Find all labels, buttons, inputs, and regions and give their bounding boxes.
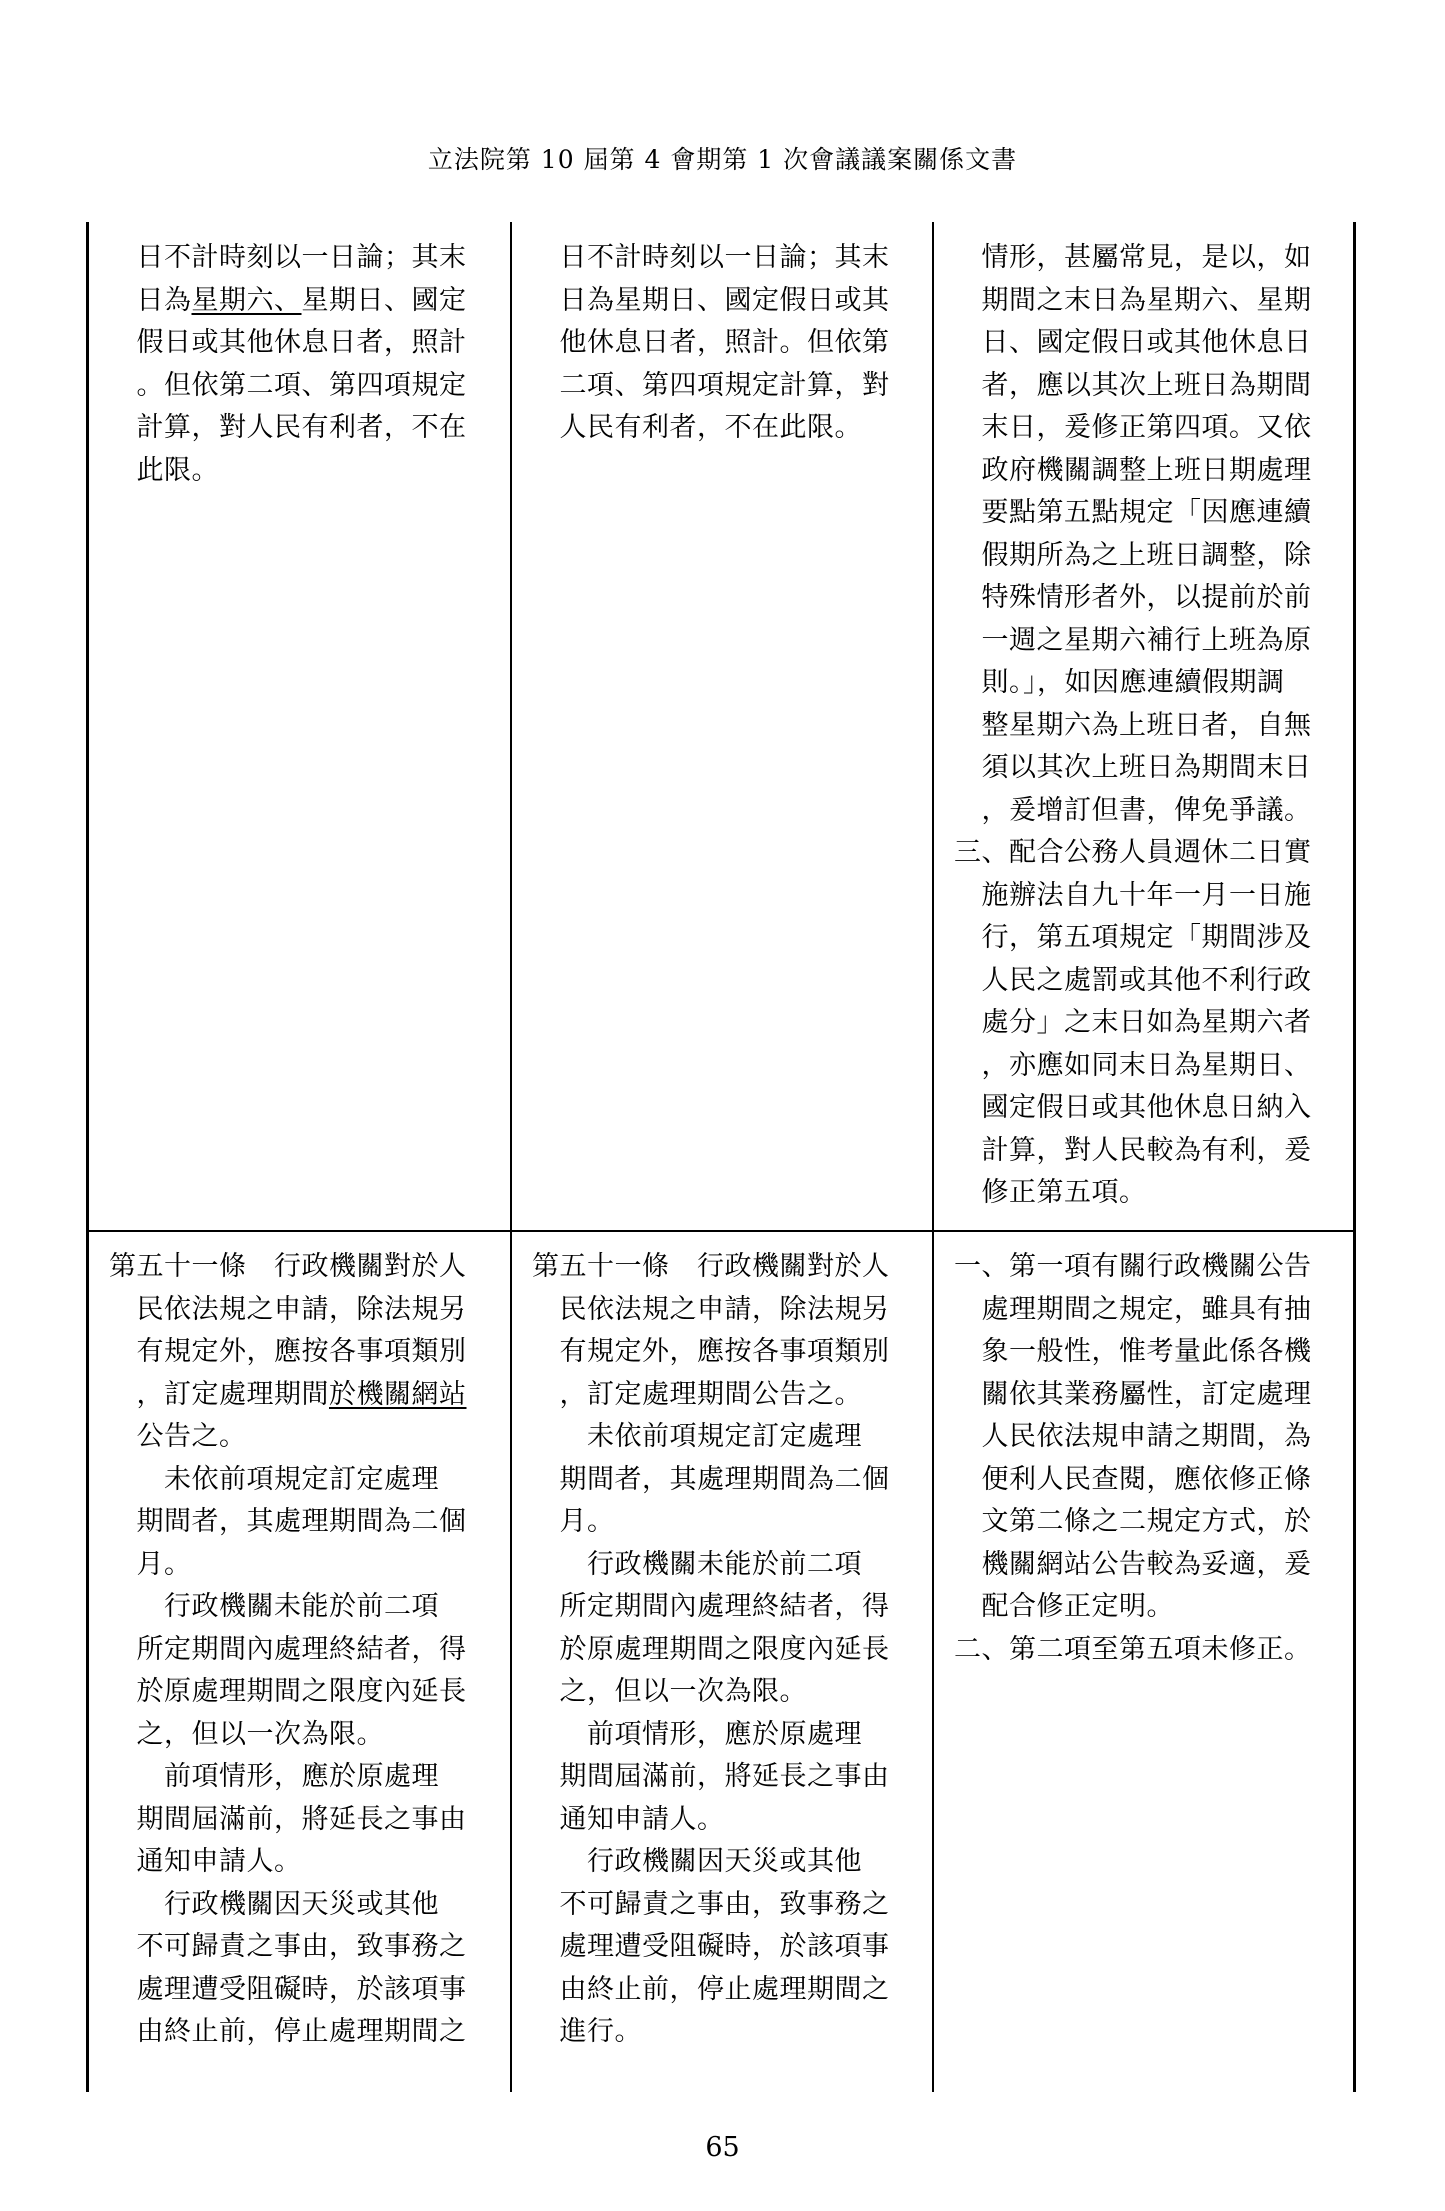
text-line: 特殊情形者外，以提前於前: [954, 582, 1312, 613]
text-line: 計算，對人民較為有利，爰: [954, 1134, 1312, 1166]
text-line: 情形，甚屬常見，是以，如: [954, 242, 1312, 273]
text-line: 日為: [109, 284, 192, 316]
amended-text-cell-top: [109, 237, 467, 492]
text-line: 處分」之末日如為星期六者: [954, 1007, 1312, 1038]
text-line: 便利人民查閱，應依修正條: [954, 1463, 1312, 1495]
column-divider: [932, 222, 934, 2092]
text-line: 日、國定假日或其他休息日: [954, 327, 1312, 358]
text-line: 第五十一條 行政機關對於人: [109, 1251, 467, 1282]
explanation-cell-top: [954, 237, 1312, 1215]
row-divider: [89, 1230, 1353, 1232]
text-line: 修正第五項。: [954, 1177, 1147, 1208]
text-line: 關依其業務屬性，訂定處理: [954, 1378, 1312, 1410]
text-line: ，訂定處理期間: [109, 1378, 329, 1410]
comparison-table: [86, 222, 1356, 2092]
text-line: 處理遭受阻礙時，於該項事: [109, 1973, 467, 2005]
column-divider: [510, 222, 512, 2092]
text-line: 他休息日者，照計。但依第: [532, 327, 890, 358]
text-line: 期間屆滿前，將延長之事由: [109, 1803, 467, 1835]
text-line: 假期所為之上班日調整，除: [954, 539, 1312, 571]
text-line: 期間之末日為星期六、星期: [954, 284, 1312, 316]
text-line: 期間者，其處理期間為二個: [532, 1463, 890, 1495]
text-line: 日不計時刻以一日論；其末: [109, 242, 467, 273]
current-text-cell-bottom: [532, 1246, 890, 2054]
text-line: 通知申請人。: [109, 1846, 302, 1877]
text-line: 象一般性，惟考量此係各機: [954, 1336, 1312, 1367]
text-line: 行，第五項規定「期間涉及: [954, 922, 1312, 953]
text-line: 國定假日或其他休息日納入: [954, 1092, 1312, 1123]
text-line: 期間者，其處理期間為二個: [109, 1506, 467, 1537]
text-line: ，亦應如同末日為星期日、: [954, 1049, 1312, 1081]
document-header: 立法院第 10 屆第 4 會期第 1 次會議議案關係文書: [427, 145, 1018, 174]
text-line: 二、第二項至第五項未修正。: [954, 1633, 1312, 1665]
text-line: 日為星期日、國定假日或其: [532, 284, 890, 316]
text-line: 則。」，如因應連續假期調: [954, 667, 1285, 698]
explanation-cell-bottom: [954, 1246, 1312, 1671]
text-line: 於原處理期間之限度內延長: [532, 1633, 890, 1665]
text-line: ，爰增訂但書，俾免爭議。: [954, 794, 1312, 826]
text-line: 行政機關因天災或其他: [532, 1846, 862, 1877]
text-line: 由終止前，停止處理期間之: [532, 1973, 890, 2005]
text-line: 期間屆滿前，將延長之事由: [532, 1761, 890, 1792]
text-line: 人民有利者，不在此限。: [532, 412, 862, 443]
text-line: 前項情形，應於原處理: [109, 1761, 439, 1792]
text-line: 所定期間內處理終結者，得: [532, 1591, 890, 1622]
text-line: 民依法規之申請，除法規另: [109, 1293, 467, 1325]
text-line: 人民之處罰或其他不利行政: [954, 964, 1312, 996]
text-line: 由終止前，停止處理期間之: [109, 2016, 467, 2047]
text-line: 整星期六為上班日者，自無: [954, 709, 1312, 741]
amended-underline: 於機關網站: [329, 1378, 467, 1410]
text-line: 機關網站公告較為妥適，爰: [954, 1548, 1312, 1580]
text-line: 二項、第四項規定計算，對: [532, 369, 890, 401]
text-line: 人民依法規申請之期間，為: [954, 1421, 1312, 1452]
text-line: 月。: [109, 1548, 192, 1580]
text-line: ，訂定處理期間公告之。: [532, 1378, 862, 1410]
text-line: 第五十一條 行政機關對於人: [532, 1251, 890, 1282]
text-line: 月。: [532, 1506, 615, 1537]
text-line: 三、配合公務人員週休二日實: [954, 837, 1312, 868]
text-line: 文第二條之二規定方式，於: [954, 1506, 1312, 1537]
text-line: 公告之。: [109, 1421, 247, 1452]
text-line: 所定期間內處理終結者，得: [109, 1633, 467, 1665]
text-line: 。但依第二項、第四項規定: [109, 369, 467, 401]
text-line: 星期日、國定: [301, 284, 467, 316]
text-line: 未依前項規定訂定處理: [532, 1421, 862, 1452]
current-text-cell-top: [532, 237, 890, 450]
text-line: 施辦法自九十年一月一日施: [954, 879, 1312, 911]
text-line: 進行。: [532, 2016, 642, 2047]
text-line: 不可歸責之事由，致事務之: [532, 1888, 890, 1920]
amended-text-cell-bottom: [109, 1246, 467, 2054]
text-line: 通知申請人。: [532, 1803, 725, 1835]
text-line: 不可歸責之事由，致事務之: [109, 1931, 467, 1962]
text-line: 配合修正定明。: [954, 1591, 1174, 1622]
text-line: 處理遭受阻礙時，於該項事: [532, 1931, 890, 1962]
text-line: 者，應以其次上班日為期間: [954, 369, 1312, 401]
text-line: 要點第五點規定「因應連續: [954, 497, 1312, 528]
text-line: 有規定外，應按各事項類別: [532, 1336, 890, 1367]
text-line: 之，但以一次為限。: [109, 1718, 384, 1750]
text-line: 有規定外，應按各事項類別: [109, 1336, 467, 1367]
text-line: 行政機關未能於前二項: [532, 1548, 862, 1580]
text-line: 計算，對人民有利者，不在: [109, 412, 467, 443]
text-line: 前項情形，應於原處理: [532, 1718, 862, 1750]
text-line: 行政機關因天災或其他: [109, 1888, 439, 1920]
amended-underline: 星期六、: [191, 284, 302, 316]
text-line: 此限。: [109, 454, 219, 486]
text-line: 一週之星期六補行上班為原: [954, 624, 1312, 656]
text-line: 一、第一項有關行政機關公告: [954, 1251, 1312, 1282]
text-line: 假日或其他休息日者，照計: [109, 327, 467, 358]
text-line: 行政機關未能於前二項: [109, 1591, 439, 1622]
text-line: 之，但以一次為限。: [532, 1676, 807, 1707]
text-line: 未依前項規定訂定處理: [109, 1463, 439, 1495]
text-line: 於原處理期間之限度內延長: [109, 1676, 467, 1707]
text-line: 日不計時刻以一日論；其末: [532, 242, 890, 273]
text-line: 民依法規之申請，除法規另: [532, 1293, 890, 1325]
text-line: 末日，爰修正第四項。又依: [954, 412, 1312, 443]
text-line: 須以其次上班日為期間末日: [954, 752, 1312, 783]
text-line: 政府機關調整上班日期處理: [954, 454, 1312, 486]
text-line: 處理期間之規定，雖具有抽: [954, 1293, 1312, 1325]
page-number: 65: [705, 2132, 740, 2163]
